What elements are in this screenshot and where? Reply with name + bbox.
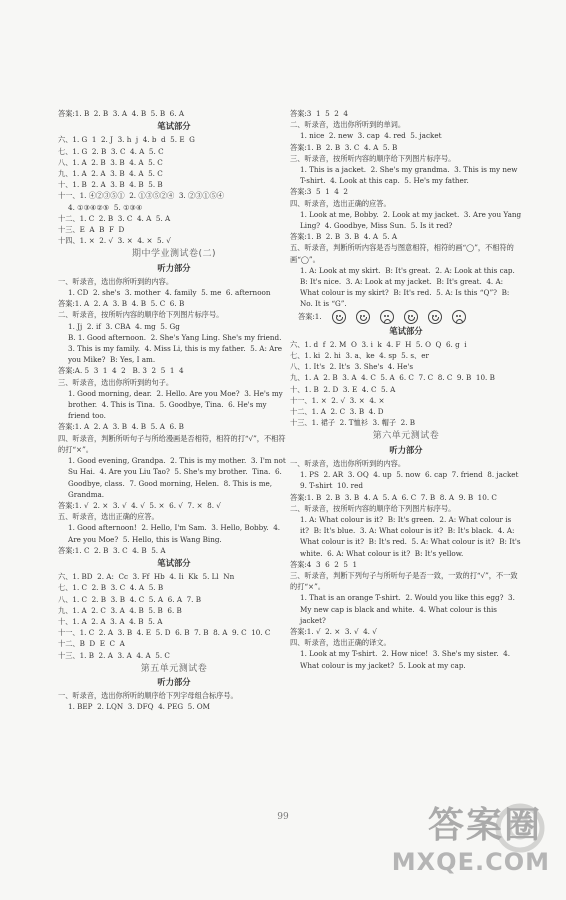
answer-line: 八、1. A 2. B 3. B 4. A 5. C [58,157,163,167]
answer-line: 一、听录音，选出你所听的顺序给下列字母组合标序号。 [58,691,238,701]
answer-line: 十三、1. B 2. A 3. A 4. A 5. C [58,650,170,660]
answer-line: 1. A: Look at my skirt. B: It's great. 2. A: Look at this cap. B: It's nice. 3. A: Look at my jacket. B: It's great. 4. A: What colour is my skirt? B: It's red. 5. A: Is this “Q”? B: No. It is “G”. [300,265,520,309]
answer-line: 答案:1. B 2. B 3. B 4. A 5. A 6. C 7. B 8. A 9. B 10. C [290,492,497,502]
answer-line: 四、听录音，选出正确的应答。 [290,198,391,208]
section-heading: 听力部分 [157,676,191,687]
page-number: 99 [277,812,289,822]
answer-line: 八、1. C 2. B 3. B 4. C 5. A 6. A 7. B [58,594,202,604]
test-title: 期中学业测试卷(二) [131,249,217,260]
answer-line: 七、1. C 2. B 3. C 4. A 5. B [58,583,164,593]
answer-line: 二、听录音，按所听内容的顺序给下列图片标序号。 [58,310,224,320]
answer-line: 1. BEP 2. LQN 3. DFQ 4. PEG 5. OM [68,702,211,712]
section-heading: 听力部分 [157,262,191,273]
answer-line: 1. A: What colour is it? B: It's green. 2. A: What colour is it? B: It's blue. 3. A: What colour is it? B: It's black. 4. A: What colour is it? B: It's red. 5. A: What colour is it? B: It's white. 6. A: What colour is it? B: It's yellow. [300,514,523,558]
answer-line: 1. This is a jacket. 2. She's my grandma. 3. This is my new T-shirt. 4. Look at this cap. 5. He's my father. [300,165,520,186]
answer-line: 三、听录音，按所听内容的顺序给下列图片标序号。 [290,153,456,163]
test-title: 第五单元测试卷 [140,663,208,674]
answer-line: 六、1. d f 2. M O 3. i k 4. F H 5. O Q 6. g i [290,339,467,349]
test-title: 第六单元测试卷 [372,431,440,442]
answer-line: 十、1. B 2. D 3. E 4. C 5. A [290,384,396,394]
answer-line: 十一、1. × 2. √ 3. × 4. × [290,395,385,405]
answer-line: 十二、1. C 2. B 3. C 4. A 5. A [58,213,171,223]
smiley-face-icon [428,310,442,324]
answer-line: 六、1. G 1 2. J 3. h j 4. b d 5. E G [58,135,195,145]
answer-line: 六、1. BD 2. A: Cc 3. Ff Hb 4. Ii Kk 5. Ll Nn [58,572,235,582]
answer-line: 4. ①③④②⑤ 5. ①③④ [68,202,143,212]
sad-face-icon [452,310,466,324]
answer-line: 1. nice 2. new 3. cap 4. red 5. jacket [300,131,442,141]
watermark-text: 答案圈 [427,805,542,846]
answer-line: 1. PS 2. AR 3. OQ 4. up 5. now 6. cap 7. friend 8. jacket 9. T-shirt 10. red [300,470,524,491]
smiley-face-icon [332,310,346,324]
answer-line: 四、听录音，判断所听句子与所给漫画是否相符，相符的打“√”，不相符的打“×”。 [58,433,286,454]
answer-faces-row [290,310,522,324]
sad-face-icon [380,310,394,324]
left-column [58,108,290,713]
answer-line: 答案:1. B 2. B 3. A 4. B 5. B 6. A [58,109,185,118]
answer-line: 三、听录音，判断下列句子与所听句子是否一致，一致的打“√”，不一致的打“×”。 [290,570,518,592]
answer-line: 十、1. A 2. A 3. A 4. B 5. A [58,616,163,626]
section-heading: 笔试部分 [157,121,191,132]
answer-line: 九、1. A 2. B 3. A 4. C 5. A 6. C 7. C 8. C 9. B 10. B [290,373,495,383]
answer-line: 答案:1. √ 2. × 3. √ 4. √ [290,626,377,636]
answer-line: 十三、E A B F D [58,225,125,235]
answer-line: 答案:A. 5 3 1 4 2 B. 3 2 5 1 4 [58,366,184,376]
section-heading: 听力部分 [389,444,423,455]
answer-line: 二、听录音，按所听内容的顺序给下列图片标序号。 [290,503,456,513]
answer-line: 答案:3 1 5 2 4 [290,109,348,118]
answer-line: 1. Look at my T-shirt. 2. How nice! 3. She's my sister. 4. What colour is my jacket? 5. Look at my cap. [300,649,513,670]
answer-line: 五、听录音，选出正确的应答。 [58,512,159,522]
answer-line: 十二、1. A 2. C 3. B 4. D [290,407,384,417]
smiley-face-icon [356,310,370,324]
answer-line: 答案:1. A 2. A 3. B 4. B 5. C 6. B [58,299,185,309]
answer-line: 答案:1. A 2. A 3. B 4. B 5. A 6. B [58,422,184,432]
watermark-url: MXQE.COM [391,848,550,876]
answer-line: B. 1. Good afternoon. 2. She's Yang Ling. She's my friend. 3. This is my family. 4. Miss Li, this is my father. 5. A: Are you Mike? B: Yes, I am. [68,332,286,365]
answer-line: 答案:1. C 2. B 3. C 4. B 5. A [58,545,166,555]
answer-line: 答案:1. B 2. B 3. C 4. A 5. B [290,142,398,152]
answer-line: 答案:3 5 1 4 2 [290,187,348,197]
answer-line: 九、1. A 2. A 3. B 4. A 5. C [58,169,163,179]
section-heading: 笔试部分 [389,325,423,336]
answer-line: 1. CD 2. she's 3. mother 4. family 5. me 6. afternoon [68,288,271,298]
answer-line: 1. Look at me, Bobby. 2. Look at my jacket. 3. Are you Yang Ling? 4. Goodbye, Miss Sun. 5. Is it red? [300,209,524,231]
answer-line: 九、1. A 2. C 3. A 4. B 5. B 6. B [58,605,182,615]
smiley-face-icon [404,310,418,324]
answer-line: 1. Jj 2. if 3. CBA 4. mg 5. Gg [68,321,180,331]
answer-line: 十、1. B 2. A 3. B 4. B 5. B [58,180,163,190]
section-heading: 笔试部分 [157,557,191,568]
answer-line: 1. Good evening, Grandpa. 2. This is my mother. 3. I'm not Su Hai. 4. Are you Liu Tao? 5. She's my brother. Tina. 6. Goodbye, class. 7. Good morning, Helen. 8. This is me, Grandma. [68,456,289,499]
answer-line: 十四、1. × 2. √ 3. × 4. × 5. √ [58,236,171,246]
answer-line: 七、1. G 2. B 3. C 4. A 5. C [58,146,164,156]
answer-line: 答案:1. √ 2. × 3. √ 4. √ 5. × 6. √ 7. × 8. √ [58,500,221,510]
answer-line: 一、听录音，选出你所听到的内容。 [58,276,174,286]
right-column [290,108,522,671]
answer-line: 三、听录音，选出你所听到的句子。 [58,377,174,387]
answer-label: 答案:1. [298,312,322,322]
answer-line: 七、1. ki 2. hi 3. a、ke 4. sp 5. s、er [290,351,429,361]
answer-line: 十二、B D E C A [58,639,125,649]
answer-line: 1. Good afternoon! 2. Hello, I'm Sam. 3. Hello, Bobby. 4. Are you Moe? 5. Hello, this is Wang Bing. [68,523,283,544]
answer-line: 答案:1. B 2. B 3. B 4. A 5. A [290,232,398,242]
answer-line: 十一、1. ④②③⑤① 2. ①③⑤②④ 3. ②③①⑤④ [58,191,224,201]
answer-line: 四、听录音，选出正确的译文。 [290,638,391,648]
answer-line: 十一、1. C 2. A 3. B 4. E 5. D 6. B 7. B 8. A 9. C 10. C [58,628,271,638]
answer-line: 一、听录音，选出你所听到的内容。 [290,458,406,468]
answer-line: 二、听录音，选出你所听到的单词。 [290,120,406,130]
answer-line: 八、1. It's 2. It's 3. She's 4. He's [290,362,414,372]
answer-line: 1. That is an orange T-shirt. 2. Would you like this egg? 3. My new cap is black and white. 4. What colour is this jacket? [300,593,518,625]
answer-line: 五、听录音，判断所听内容是否与图意相符，相符的画“◯”，不相符的画“◯”。 [290,243,514,264]
answer-line: 答案:4 3 6 2 5 1 [290,559,358,569]
answer-line: 十三、1. 裙子 2. T恤衫 3. 帽子 2. B [290,418,416,428]
answer-line: 1. Good morning, dear. 2. Hello. Are you Moe? 3. He's my brother. 4. This is Tina. 5. Goodbye, Tina. 6. He's my friend too. [68,388,286,421]
